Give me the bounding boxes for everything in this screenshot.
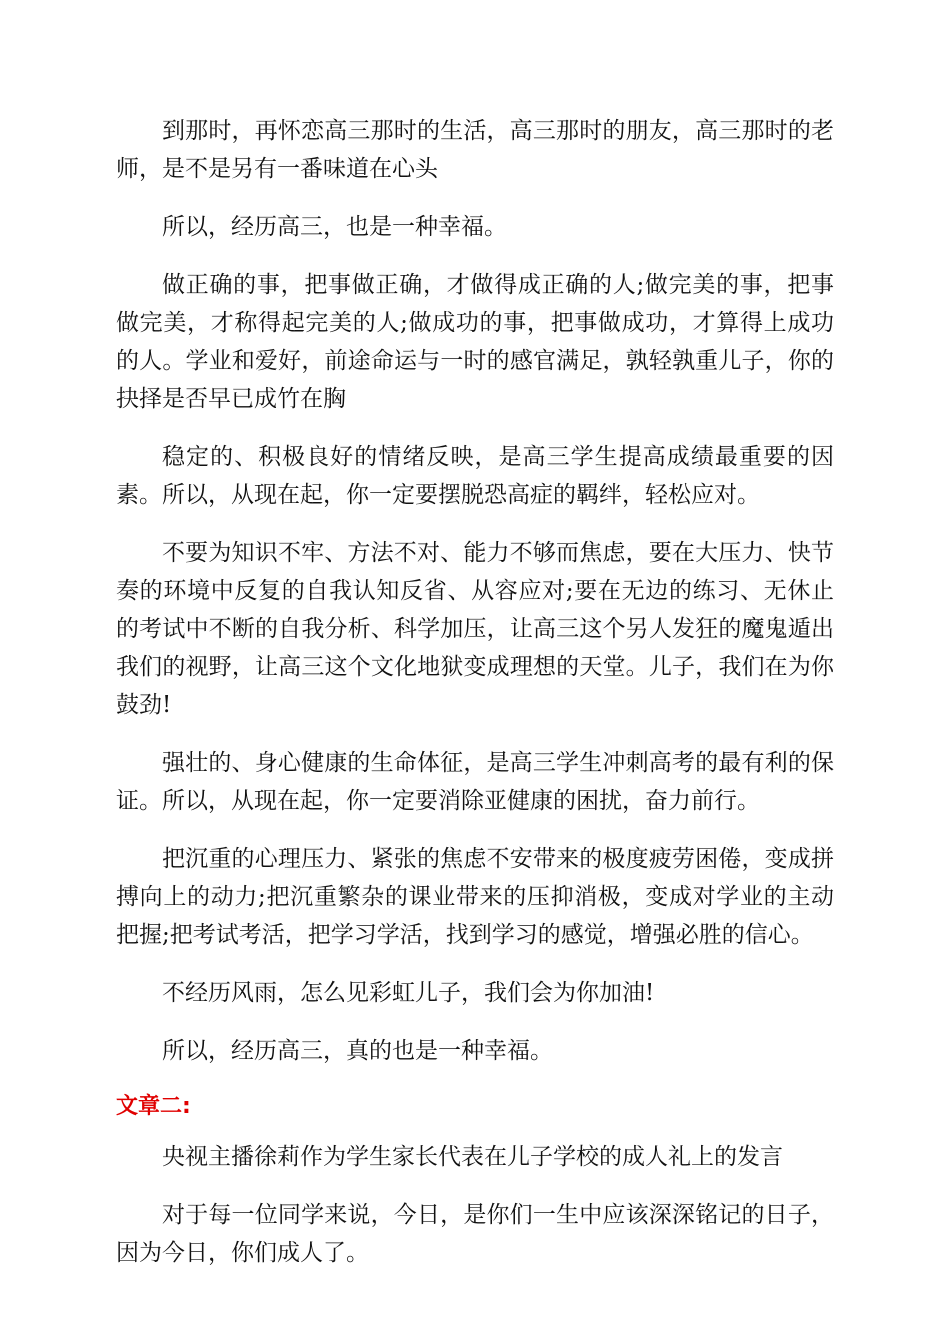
section-heading: 文章二: — [116, 1094, 191, 1119]
paragraph: 稳定的、积极良好的情绪反映，是高三学生提高成绩最重要的因素。所以，从现在起，你一定要摆脱恐高症的羁绊，轻松应对。 — [116, 444, 834, 508]
paragraph: 到那时，再怀恋高三那时的生活，高三那时的朋友，高三那时的老师，是不是另有一番味道在心头 — [116, 118, 834, 182]
paragraph: 把沉重的心理压力、紧张的焦虑不安带来的极度疲劳困倦，变成拼搏向上的动力;把沉重繁杂的课业带来的压抑消极，变成对学业的主动把握;把考试考活，把学习学活，找到学习的感觉，增强必胜的信心。 — [116, 846, 834, 948]
paragraph: 不要为知识不牢、方法不对、能力不够而焦虑，要在大压力、快节奏的环境中反复的自我认知反省、从容应对;要在无边的练习、无休止的考试中不断的自我分析、科学加压，让高三这个另人发狂的魔鬼遁出我们的视野，让高三这个文化地狱变成理想的天堂。儿子，我们在为你鼓劲! — [116, 540, 834, 718]
paragraph: 所以，经历高三，真的也是一种幸福。 — [162, 1038, 553, 1064]
paragraph: 央视主播徐莉作为学生家长代表在儿子学校的成人礼上的发言 — [162, 1144, 783, 1170]
paragraph: 不经历风雨，怎么见彩虹儿子，我们会为你加油! — [162, 980, 655, 1006]
paragraph: 对于每一位同学来说，今日，是你们一生中应该深深铭记的日子，因为今日，你们成人了。 — [116, 1202, 834, 1266]
paragraph: 做正确的事，把事做正确，才做得成正确的人;做完美的事，把事做完美，才称得起完美的人;做成功的事，把事做成功，才算得上成功的人。学业和爱好，前途命运与一时的感官满足，孰轻孰重儿子，你的抉择是否早已成竹在胸 — [116, 272, 834, 412]
paragraph: 所以，经历高三，也是一种幸福。 — [162, 214, 507, 240]
paragraph: 强壮的、身心健康的生命体征，是高三学生冲刺高考的最有利的保证。所以，从现在起，你一定要消除亚健康的困扰，奋力前行。 — [116, 750, 834, 814]
